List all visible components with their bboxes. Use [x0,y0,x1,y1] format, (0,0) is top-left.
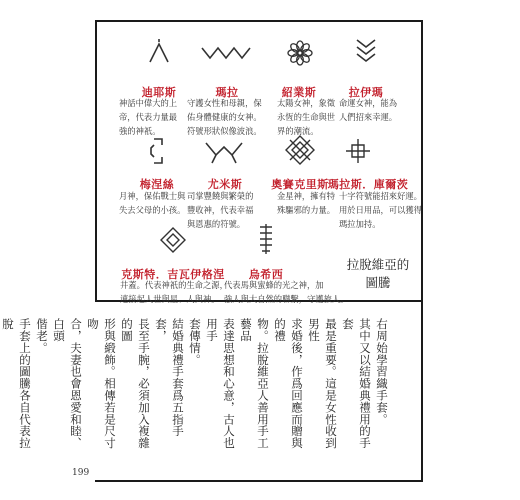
dieyes-symbol-icon [146,38,172,64]
deity-name-laima: 拉伊瑪 [348,86,384,99]
deity-desc-marasks: 十字符號能招來好運。 用於日用品，可以獲得 瑪拉加持。 [339,191,422,229]
mara-symbol-icon [200,44,254,62]
laima-symbol-icon [354,38,378,66]
page-number: 199 [72,468,90,478]
deity-desc-laima: 命運女神，能為 人們招來幸運。 [339,98,398,122]
body-text: 右周始學習織手套。 其中又以結婚典禮用的手套 最是重要。這是女性收到男性 求婚後，作爲回應而贈與的禮 物。拉脫維亞人善用手工藝品 表達思想和心意，古人也用手 套傳情。 結婚典禮手套爲五指手套， 長至手腕，必須加入複雜的圖 形與緞飾。相傳若是尺寸吻 合，夫妻也會恩愛和睦、白頭 偕老。 手套上的圖騰各自代表拉脫 [1,318,389,449]
auseklis-symbol-icon [284,134,316,166]
marasks-symbol-icon [344,137,372,165]
deity-desc-meness: 月神，保佑戰士與 失去父母的小孩。 [119,191,186,215]
deity-name-jumis: 尤米斯 [207,178,243,191]
deity-desc-jumis: 司掌豐饒與繁榮的 豐收神，代表幸福 與恩惠的符號。 [187,191,254,229]
frame-bottom-line [95,480,423,482]
deity-name-marasks: 瑪拉斯．庫爾茨 [327,178,409,191]
frame-right-line [421,20,423,482]
frame-top-line [95,20,423,22]
deity-name-usins: 烏希西 [248,268,284,281]
deity-desc-dieyes: 神話中偉大的上 帝，代表力量最 強的神祇。 [119,98,178,136]
section-title: 拉脫維亞的 圖騰 [346,257,410,290]
deity-name-meness: 梅涅絲 [139,178,175,191]
usins-symbol-icon [254,222,278,256]
deity-name-krusts: 克斯特．吉瓦伊格涅 [121,268,225,281]
saules-symbol-icon [287,40,313,66]
meness-symbol-icon [148,137,166,165]
deity-name-mara: 瑪拉 [215,86,239,99]
deity-desc-mara: 守護女性和母親，保 佑身體健康的女神。 符號形狀似像波浪。 [187,98,262,136]
jumis-symbol-icon [204,139,244,165]
deity-name-saules: 紹業斯 [281,86,317,99]
deity-desc-auseklis: 金星神，擁有特 殊驅邪的力量。 [277,191,336,215]
deity-desc-krusts: 井蓋。代表神祇的生命之源， 連接起人世與星、人與神。 [120,280,228,304]
deity-desc-saules: 太陽女神，象徵 永恆的生命與世 界的潮流。 [277,98,336,136]
krusts-symbol-icon [158,225,188,255]
deity-desc-usins: 代表馬與蜜蜂的光之神，加 強人與大自然的聯繫，守護旅人。 [224,280,349,304]
frame-left-line [95,20,97,302]
deity-name-auseklis: 奧賽克里斯 [271,178,329,191]
deity-name-dieyes: 迪耶斯 [141,86,177,99]
